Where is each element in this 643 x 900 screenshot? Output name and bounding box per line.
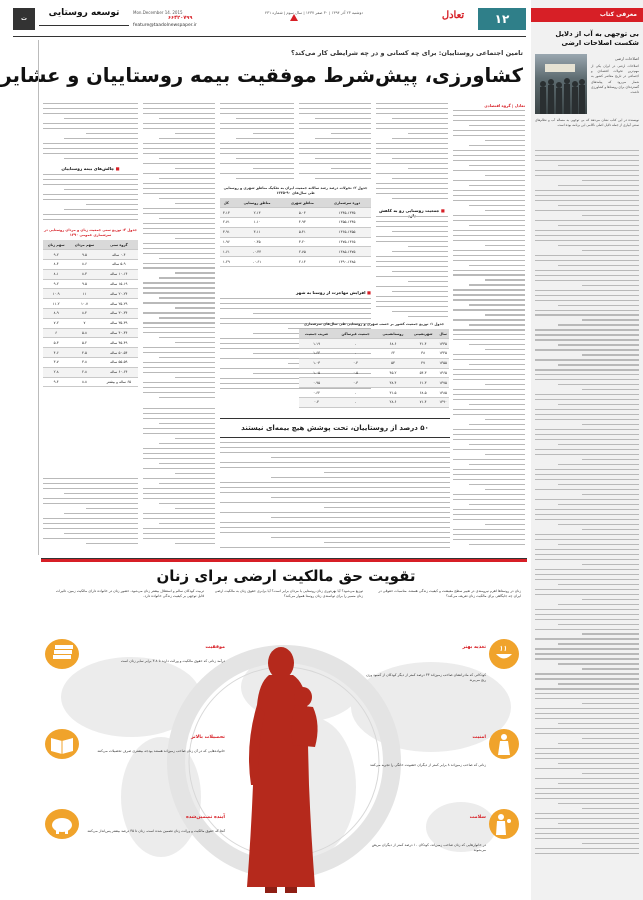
- table-row: [43, 250, 138, 260]
- infographic-red-bar: [41, 559, 527, 562]
- item-text: زنانی که صاحب زمین‌اند ۸ برابر کمتر از دیگران خشونت خانگی را تجربه می‌کنند: [370, 763, 486, 767]
- table-row: [43, 289, 138, 299]
- table-cell: ۲.۱۳: [233, 208, 282, 218]
- table-cell: ۲.۱۴: [281, 257, 323, 267]
- table-cell: ۵.۳: [43, 338, 69, 348]
- item-text: در خانوارهایی که زنان صاحب زمین‌اند، کودکان ۱۰ درصد کمتر از دیگران مریض می‌شوند: [371, 843, 486, 853]
- table-row: [43, 318, 138, 328]
- table-cell: ۷.۲: [43, 318, 69, 328]
- table-cell: ۱۵-۱۹ ساله: [100, 279, 138, 289]
- table-cell: ۱۳۸۵: [437, 388, 449, 398]
- table-cell: ۰.۳: [334, 378, 377, 388]
- table-cell: ۳۸: [409, 349, 437, 359]
- sidebar-paragraph: اصلاحات ارضی در ایران یکی از مهم‌ترین تحولات اقتصادی و اجتماعی در تاریخ معاصر کشور به شمار می‌رود که پیامدهای گسترده‌ای برای روستاها و کشاورزی داشت.: [589, 64, 639, 95]
- table-row: [43, 377, 138, 387]
- subhead-marker-icon: ■: [365, 290, 371, 295]
- table-cell: ۷: [69, 318, 99, 328]
- table-age: [43, 228, 138, 476]
- table-cell: ۴۷: [409, 358, 437, 368]
- table-header-cell: سال: [437, 329, 449, 339]
- table-cell: ۲.۸: [69, 367, 99, 377]
- table-cell: ۳۵-۳۹ ساله: [100, 318, 138, 328]
- table-cell: ۳.۱۱: [233, 227, 282, 237]
- table-cell: ۰.۵: [334, 368, 377, 378]
- header-date: دوشنبه ۲۳ آذر ۱۳۹۴ | ۳۰ صفر ۱۴۳۷ | سال سوم | شماره ۴۳۱: [264, 10, 363, 15]
- item-education: [45, 729, 230, 799]
- table-cell: ۵.۴۱: [281, 227, 323, 237]
- article-column-2b: [376, 216, 448, 321]
- sidebar-label: معرفی کتاب: [531, 8, 643, 22]
- table-cell: ۱.۰۵: [299, 368, 334, 378]
- table-cell: ۳۰-۳۴ ساله: [100, 309, 138, 319]
- table-age-grid: [43, 240, 138, 387]
- subhead-migration: [220, 290, 371, 295]
- table-header-cell: مناطق روستایی: [233, 198, 282, 208]
- table-row: [220, 218, 371, 228]
- table-cell: ۱۱: [69, 289, 99, 299]
- table-cell: ۹.۵: [69, 250, 99, 260]
- article-headline: کشاورزی، پیش‌شرط موفقیت بیمه روستاییان و عشایر: [0, 64, 523, 87]
- table-row: [299, 398, 449, 408]
- article-column-6c: [43, 478, 138, 548]
- table-row: [43, 269, 138, 279]
- table-cell: ۵۴.۳: [409, 368, 437, 378]
- section-title: توسعه روستایی: [48, 8, 120, 18]
- item-title: تغذیه بهتر: [462, 645, 486, 650]
- table-row: [299, 378, 449, 388]
- table-cell: -: [334, 398, 377, 408]
- table-cell: ۱.۲۹: [220, 257, 233, 267]
- table-cell: ۶۲: [377, 349, 409, 359]
- table-cell: ۸.۴: [43, 260, 69, 270]
- table-cell: ۵۰-۵۴ ساله: [100, 348, 138, 358]
- table-cell: ۲.۷۵: [281, 247, 323, 257]
- table-cell: ۴۰-۴۴ ساله: [100, 328, 138, 338]
- table-cell: ۱۳۹۰-۱۳۸۵: [323, 257, 371, 267]
- subhead-marker-icon: ■: [114, 166, 120, 171]
- table-cell: ۰.۹۵: [299, 378, 334, 388]
- table-cell: ۱۳۴۵: [437, 349, 449, 359]
- table-cell: ۰.۴: [299, 398, 334, 408]
- table-cell: ۱.۶۳: [299, 349, 334, 359]
- header-triangle-icon: [290, 14, 298, 21]
- article-column-5: [143, 103, 215, 403]
- article-column-1: [453, 110, 525, 550]
- item-title: سلامت: [469, 815, 486, 820]
- subhead-text: چالش‌های بیمه روستاییان: [61, 166, 115, 171]
- table-cell: ۴.۵: [69, 348, 99, 358]
- woman-figure-glyph: [489, 729, 519, 759]
- item-text: کودکانی که مادرانشان صاحب زمین‌اند ۳۳ درصد کمتر از دیگر کودکان از کمبود وزن رنج می‌برند: [366, 673, 486, 683]
- table-cell: ۴۵-۴۹ ساله: [100, 338, 138, 348]
- piggy-bank-glyph: [45, 809, 79, 839]
- table-cell: ۱.۰۳: [299, 358, 334, 368]
- table-row: [299, 349, 449, 359]
- table-row: [220, 208, 371, 218]
- table-cell: ۲.۸: [43, 367, 69, 377]
- table-cell: ۰.۴۴-: [233, 247, 282, 257]
- table-row: [43, 338, 138, 348]
- table-cell: ۱.۶۱: [220, 247, 233, 257]
- article-kicker: تامین اجتماعی روستاییان: برای چه کسانی و در چه شرایطی کار می‌کند؟: [290, 49, 523, 57]
- table-row: [43, 299, 138, 309]
- infographic: [41, 558, 527, 898]
- table-row: [299, 368, 449, 378]
- article-column-4: [220, 103, 294, 183]
- header-email: feature@taadolnewspaper.ir: [133, 23, 197, 28]
- table-cell: ۶۰-۶۴ ساله: [100, 367, 138, 377]
- table-growth-title: جدول ۲: تحولات درصد رشد سالانه جمعیت ایران به تفکیک مناطق شهری و روستایی طی سال‌های ۹۰-۱۳۳۵: [223, 186, 368, 195]
- table-header-cell: سهم زنان: [43, 240, 69, 250]
- table-cell: ۴۵.۲: [377, 368, 409, 378]
- article-column-3: [299, 103, 371, 183]
- table-row: [299, 358, 449, 368]
- table-cell: ۵.۸: [69, 328, 99, 338]
- table-cell: ۱.۱۰: [233, 218, 282, 228]
- table-cell: ۳۸.۴: [377, 378, 409, 388]
- table-cell: ۴.۶: [43, 348, 69, 358]
- woman-with-child-icon: [229, 635, 339, 895]
- item-text: درآمد زنانی که حقوق مالکیت و وراثت دارند تا ۳.۸ برابر سایر زنان است: [120, 659, 225, 663]
- table-cell: ۱.۹۶: [220, 237, 233, 247]
- table-cell: ۱۳۷۵: [437, 378, 449, 388]
- table-row: [220, 237, 371, 247]
- bowl-icon-glyph: [489, 639, 519, 669]
- table-cell: -: [334, 349, 377, 359]
- lead-label: تعادل | گروه اقتصادی: [484, 103, 525, 108]
- table-header-cell: دوره سرشماری: [323, 198, 371, 208]
- item-title: تحصیلات بالاتر: [190, 735, 225, 740]
- table-cell: ۱۰.۹: [43, 289, 69, 299]
- infographic-title: تقویت حق مالکیت ارضی برای زنان: [156, 567, 416, 585]
- article-column-2: [376, 103, 448, 205]
- article-lower-left: [220, 442, 450, 552]
- table-cell: ۵۳: [377, 358, 409, 368]
- table-cell: ۹.۴: [43, 377, 69, 387]
- table-cell: ۱۳۵۵: [437, 358, 449, 368]
- table-cell: ۹.۲: [43, 250, 69, 260]
- crowd-photo-icon: [535, 54, 587, 114]
- table-distribution-title: جدول ۱: توزیع جمعیت کشور بر حسب شهری و روستایی طی سال‌های سرشماری: [303, 322, 445, 326]
- table-cell: ۵.۲: [69, 338, 99, 348]
- table-row: [43, 260, 138, 270]
- table-cell: ۲۸.۶: [377, 398, 409, 408]
- table-cell: ۱۳۶۵-۱۳۵۵: [323, 227, 371, 237]
- table-cell: ۶: [43, 328, 69, 338]
- table-cell: ۳.۷: [43, 358, 69, 368]
- newspaper-logo: تعادل: [441, 10, 465, 21]
- table-row: [299, 339, 449, 349]
- sidebar-body-text: [535, 150, 639, 895]
- book-glyph: [45, 729, 79, 759]
- table-cell: ۴.۹۳: [281, 218, 323, 228]
- table-cell: ۳.۸: [69, 358, 99, 368]
- table-cell: -: [334, 339, 377, 349]
- table-cell: ۱.۱۹: [299, 339, 334, 349]
- subhead-text: جمعیت روستایی رو به کاهش: [379, 208, 440, 213]
- subhead-marker-icon: ■: [439, 208, 445, 213]
- table-cell: ۰.۳۵: [233, 237, 282, 247]
- item-text: خانواده‌هایی که در آن زنان صاحب زمین‌اند هستند بودجه بیشتری صرف تحصیلات می‌کنند: [97, 749, 225, 753]
- table-header-cell: روستانشینی: [377, 329, 409, 339]
- table-header-cell: مناطق شهری: [281, 198, 323, 208]
- table-cell: ۸.۴: [69, 309, 99, 319]
- table-distribution-grid: [299, 329, 449, 408]
- item-title: امنیت: [472, 735, 486, 740]
- table-header-cell: ضریب جمعیت: [299, 329, 334, 339]
- table-cell: ۰.۶۱-: [233, 257, 282, 267]
- table-cell: ۱۳۵۵-۱۳۴۵: [323, 218, 371, 228]
- table-cell: ۱۳۷۵-۱۳۶۵: [323, 237, 371, 247]
- table-cell: ۶۱.۳: [409, 378, 437, 388]
- sidebar-paragraph: نویسنده در این کتاب نشان می‌دهد که بی توجهی به مساله آب و نظام‌های سنتی آبیاری از جمله دلایل اصلی ناکامی این برنامه بوده است.: [533, 118, 639, 128]
- page-left-rule: [38, 40, 39, 555]
- item-success: [45, 639, 230, 719]
- table-row: [43, 309, 138, 319]
- page-number: ۱۲: [478, 8, 526, 30]
- table-cell: ۱۳۳۵: [437, 339, 449, 349]
- table-header-cell: شهرنشینی: [409, 329, 437, 339]
- table-row: [43, 328, 138, 338]
- table-row: [43, 348, 138, 358]
- header-date-en: Mon.December 14. 2015: [133, 10, 183, 15]
- table-cell: ۹.۵: [69, 279, 99, 289]
- table-header-cell: سهم مردان: [69, 240, 99, 250]
- sidebar-photo: [535, 54, 587, 114]
- table-age-title: جدول ۳: توزیع سنی جمعیت زنان و مردان روستایی در سرشماری عمومی ۱۳۹۰: [43, 228, 138, 237]
- table-cell: ۱۳۶۵: [437, 368, 449, 378]
- table-cell: ۸.۸: [69, 377, 99, 387]
- article-column-6b: [43, 174, 138, 226]
- table-cell: ۷۱.۴: [409, 398, 437, 408]
- table-cell: ۳.۹۱: [220, 227, 233, 237]
- table-cell: -: [334, 388, 377, 398]
- table-cell: ۹.۲: [43, 279, 69, 289]
- item-security: [341, 729, 521, 799]
- item-nutrition: [341, 639, 521, 719]
- sidebar-photo-caption: اصلاحات ارضی: [614, 56, 639, 61]
- infographic-intro: توزیع می‌شود؟ آیا بهره‌وری زنان روستایی با مردان برابر است؟ آیا برابری حقوق زنان به مالکیت ارضی زنان مسیر را برای توانمندی زنان روستا هموار می‌کند؟: [214, 589, 363, 599]
- article-column-6: [43, 103, 138, 163]
- table-row: [220, 227, 371, 237]
- table-cell: ۳۱.۴: [409, 339, 437, 349]
- table-cell: ۵-۹ ساله: [100, 260, 138, 270]
- header-top-rule: [13, 36, 526, 37]
- subhead-challenges: [43, 166, 138, 171]
- header-phone: ۶۶۴۲۰۷۹۹: [168, 15, 193, 21]
- table-cell: ۱۳۹۰: [437, 398, 449, 408]
- item-future: [45, 809, 230, 889]
- table-cell: ۸.۱: [43, 269, 69, 279]
- table-row: [43, 358, 138, 368]
- table-row: [220, 247, 371, 257]
- money-stack-glyph: [45, 639, 79, 669]
- table-header-cell: گروه سنی: [100, 240, 138, 250]
- sidebar: [531, 0, 643, 900]
- table-row: [220, 257, 371, 267]
- table-header-cell: کل: [220, 198, 233, 208]
- table-row: [299, 388, 449, 398]
- article-column-5b: [143, 408, 215, 548]
- table-cell: ۰.۶۲: [299, 388, 334, 398]
- table-cell: ۱۰.۷: [69, 299, 99, 309]
- infographic-intro: تربیت کودکان سالم و استقلال بیشتر زنان می‌شود. حضور زنان در خانواده دارای مالکیت زمین، تاثیرات قابل توجهی بر کیفیت زندگی خانواده دارد.: [55, 589, 204, 599]
- table-cell: ۲۵-۲۹ ساله: [100, 299, 138, 309]
- table-cell: ۸.۶: [69, 260, 99, 270]
- table-cell: ۲.۷۱: [220, 218, 233, 228]
- table-cell: ۱۰-۱۴ ساله: [100, 269, 138, 279]
- table-cell: ۱۳۴۵-۱۳۳۵: [323, 208, 371, 218]
- table-row: [43, 367, 138, 377]
- pull-quote: [220, 418, 450, 438]
- table-cell: ۸.۹: [43, 309, 69, 319]
- table-cell: ۳.۲۰: [281, 237, 323, 247]
- section-tag: ت: [13, 8, 35, 30]
- table-growth-grid: [220, 198, 371, 267]
- table-cell: ۰.۴: [334, 358, 377, 368]
- header-rule: [39, 25, 129, 26]
- table-growth: [220, 186, 371, 286]
- table-cell: ۰-۴ ساله: [100, 250, 138, 260]
- table-cell: ۸.۳: [69, 269, 99, 279]
- table-cell: ۶۸.۶: [377, 339, 409, 349]
- item-title: آینده تضمین‌شده: [185, 815, 225, 820]
- item-text: آنجا که حقوق مالکیت و وراثت زنان تضمین شده است، زنان تا ۳۵ درصد بیشتر پس‌انداز می‌کنند: [87, 829, 225, 833]
- sidebar-title: بی توجهی به آب از دلایل شکست اصلاحات ارضی: [555, 30, 639, 47]
- table-row: [43, 279, 138, 289]
- table-cell: ۱۳۸۵-۱۳۷۵: [323, 247, 371, 257]
- item-title: موفقیت: [205, 645, 225, 650]
- table-cell: ۳۱.۵: [377, 388, 409, 398]
- table-cell: ۵.۰۴: [281, 208, 323, 218]
- infographic-intro: زنان در روستاها اهرم نیرومندی در تغییر سطح معیشت و کیفیت زندگی هستند. مناسبات حقوقی در ایران چه جایگاهی برای مالکیت زنان تعریف می‌کند؟: [378, 589, 521, 599]
- table-distribution: [299, 322, 449, 412]
- mother-child-glyph: [489, 809, 519, 839]
- table-cell: ۳.۱۳: [220, 208, 233, 218]
- table-cell: ۱۱.۲: [43, 299, 69, 309]
- table-cell: ۶۸.۵: [409, 388, 437, 398]
- table-header-cell: جمعیت غیرساکن: [334, 329, 377, 339]
- item-health: [341, 809, 521, 889]
- table-cell: ۲۰-۲۴ ساله: [100, 289, 138, 299]
- subhead-text: افزایش مهاجرت از روستا به شهر: [295, 290, 366, 295]
- table-cell: ۵۵-۵۹ ساله: [100, 358, 138, 368]
- table-cell: ۶۵ ساله و بیشتر: [100, 377, 138, 387]
- pull-quote-text: ۵۰ درصد از روستاییان، تحت پوشش هیچ بیمه‌ای نیستند: [241, 424, 429, 432]
